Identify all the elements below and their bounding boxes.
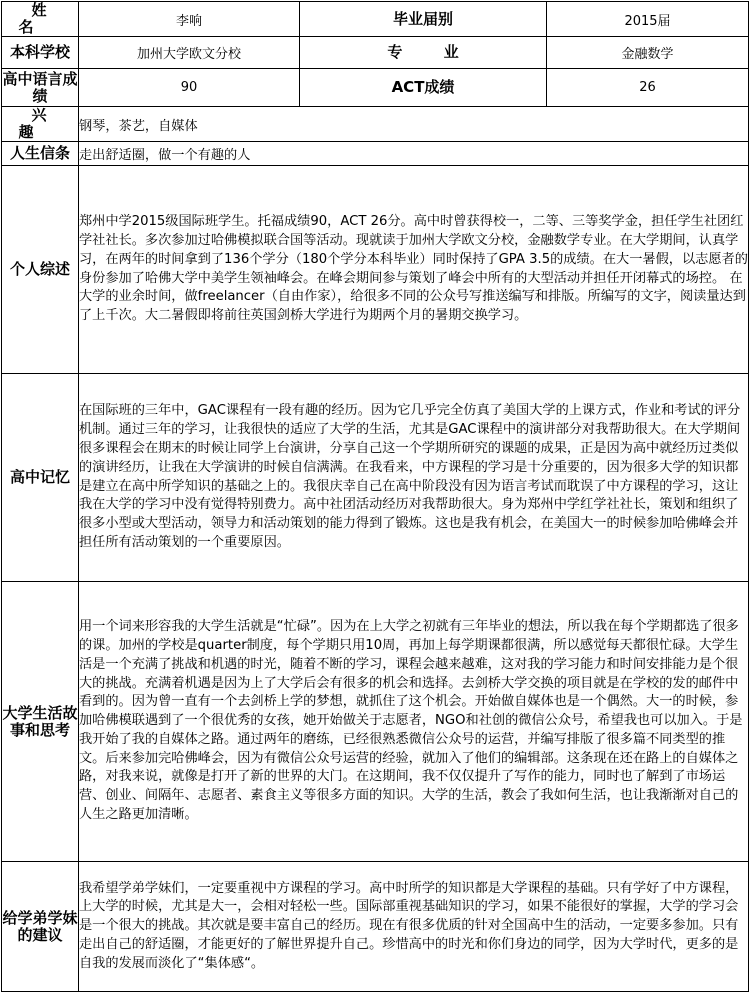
hobby-label: 兴 趣	[2, 107, 79, 142]
row-summary	[2, 166, 749, 374]
major-value: 金融数学	[547, 37, 749, 69]
act-score-label: ACT成绩	[300, 69, 547, 107]
row-college	[2, 582, 749, 862]
college-label: 大学生活故事和思考	[2, 582, 79, 862]
hobby-value: 钢琴，茶艺，自媒体	[79, 107, 749, 142]
memory-label: 高中记忆	[2, 374, 79, 582]
memory-text: 在国际班的三年中，GAC课程有一段有趣的经历。因为它几乎完全仿真了美国大学的上课方式，作业和考试的评分机制。通过三年的学习，让我很快的适应了大学的生活，尤其是GAC课程中的演讲部分对我帮助很大。在大学期间很多课程会在期末的时候让同学上台演讲，分享自己这一个学期所研究的课题的成果，正是因为高中就经历过类似的演讲经历，让我在大学演讲的时候自信满满。在我看来，中方课程的学习是十分重要的，因为很多大学的知识都是建立在高中所学知识的基础之上的。我很庆幸自己在高中阶段没有因为语言考试而耽误了中方课程的学习，这让我在大学的学习中没有觉得特别费力。高中社团活动经历对我帮助很大。身为郑州中学红学社社长，策划和组织了很多小型或大型活动，领导力和活动策划的能力得到了锻炼。这也是我有机会，在美国大一的时候参加哈佛峰会并担任所有活动策划的一个重要原因。	[79, 374, 749, 582]
row-memory	[2, 374, 749, 582]
act-score-value: 26	[547, 69, 749, 107]
school-label: 本科学校	[2, 37, 79, 69]
student-profile-table	[1, 1, 749, 992]
summary-label: 个人综述	[2, 166, 79, 374]
name-value: 李响	[79, 2, 300, 37]
summary-text: 郑州中学2015级国际班学生。托福成绩90，ACT 26分。高中时曾获得校一，二等、三等奖学金，担任学生社团红学社社长。多次参加过哈佛模拟联合国等活动。现就读于加州大学欧文分校，金融数学专业。在大学期间，认真学习，在两年的时间拿到了136个学分（180个学分本科毕业）同时保持了GPA 3.5的成绩。在大一暑假，以志愿者的身份参加了哈佛大学中美学生领袖峰会。在峰会期间参与策划了峰会中所有的大型活动并担任开闭幕式的场控。 在大学的业余时间，做freelancer（自由作家），给很多不同的公众号写推送编写和排版。所编写的文字，阅读量达到了上千次。大二暑假即将前往英国剑桥大学进行为期两个月的暑期交换学习。	[79, 166, 749, 374]
row-school	[2, 37, 749, 69]
advice-label: 给学弟学妹的建议	[2, 862, 79, 992]
row-name	[2, 2, 749, 37]
row-hobby	[2, 107, 749, 142]
motto-value: 走出舒适圈，做一个有趣的人	[79, 142, 749, 166]
row-advice	[2, 862, 749, 992]
school-value: 加州大学欧文分校	[79, 37, 300, 69]
major-label: 专 业	[300, 37, 547, 69]
name-label: 姓 名	[2, 2, 79, 37]
language-score-value: 90	[79, 69, 300, 107]
language-score-label: 高中语言成绩	[2, 69, 78, 105]
motto-label: 人生信条	[2, 142, 79, 166]
grad-year-label: 毕业届别	[300, 2, 547, 37]
grad-year-value: 2015届	[547, 2, 749, 37]
row-scores	[2, 69, 749, 107]
row-motto	[2, 142, 749, 166]
college-text: 用一个词来形容我的大学生活就是“忙碌”。因为在上大学之初就有三年毕业的想法，所以我在每个学期都选了很多的课。加州的学校是quarter制度，每个学期只用10周，再加上每学期课都很满，所以感觉每天都很忙碌。大学生活是一个充满了挑战和机遇的时光，随着不断的学习，课程会越来越难，这对我的学习能力和时间安排能力是个很大的挑战。充满着机遇是因为上了大学后会有很多的机会和选择。去剑桥大学交换的项目就是在学校的发的邮件中看到的。因为曾一直有一个去剑桥上学的梦想，就抓住了这个机会。开始做自媒体也是一个偶然。大一的时候，参加哈佛模联遇到了一个很优秀的女孩，她开始做关于志愿者，NGO和社创的微信公众号，希望我也可以加入。于是我开始了我的自媒体之路。通过两年的磨练，已经很熟悉微信公众号的运营，并编写排版了很多篇不同类型的推文。后来参加完哈佛峰会，因为有微信公众号运营的经验，就加入了他们的编辑部。这条现在还在路上的自媒体之路，对我来说，就像是打开了新的世界的大门。在这期间，我不仅仅提升了写作的能力，同时也了解到了市场运营、创业、间隔年、志愿者、素食主义等很多方面的知识。大学的生活，教会了我如何生活，也让我渐渐对自己的人生之路更加清晰。	[79, 582, 749, 862]
advice-text: 我希望学弟学妹们，一定要重视中方课程的学习。高中时所学的知识都是大学课程的基础。只有学好了中方课程，上大学的时候，尤其是大一，会相对轻松一些。国际部重视基础知识的学习，如果不能很好的掌握，大学的学习会是一个很大的挑战。其次就是要丰富自己的经历。现在有很多优质的针对全国高中生的活动，一定要多参加。只有走出自己的舒适圈，才能更好的了解世界提升自己。珍惜高中的时光和你们身边的同学，因为大学时代，更多的是自我的发展而淡化了“集体感“。	[79, 862, 749, 992]
